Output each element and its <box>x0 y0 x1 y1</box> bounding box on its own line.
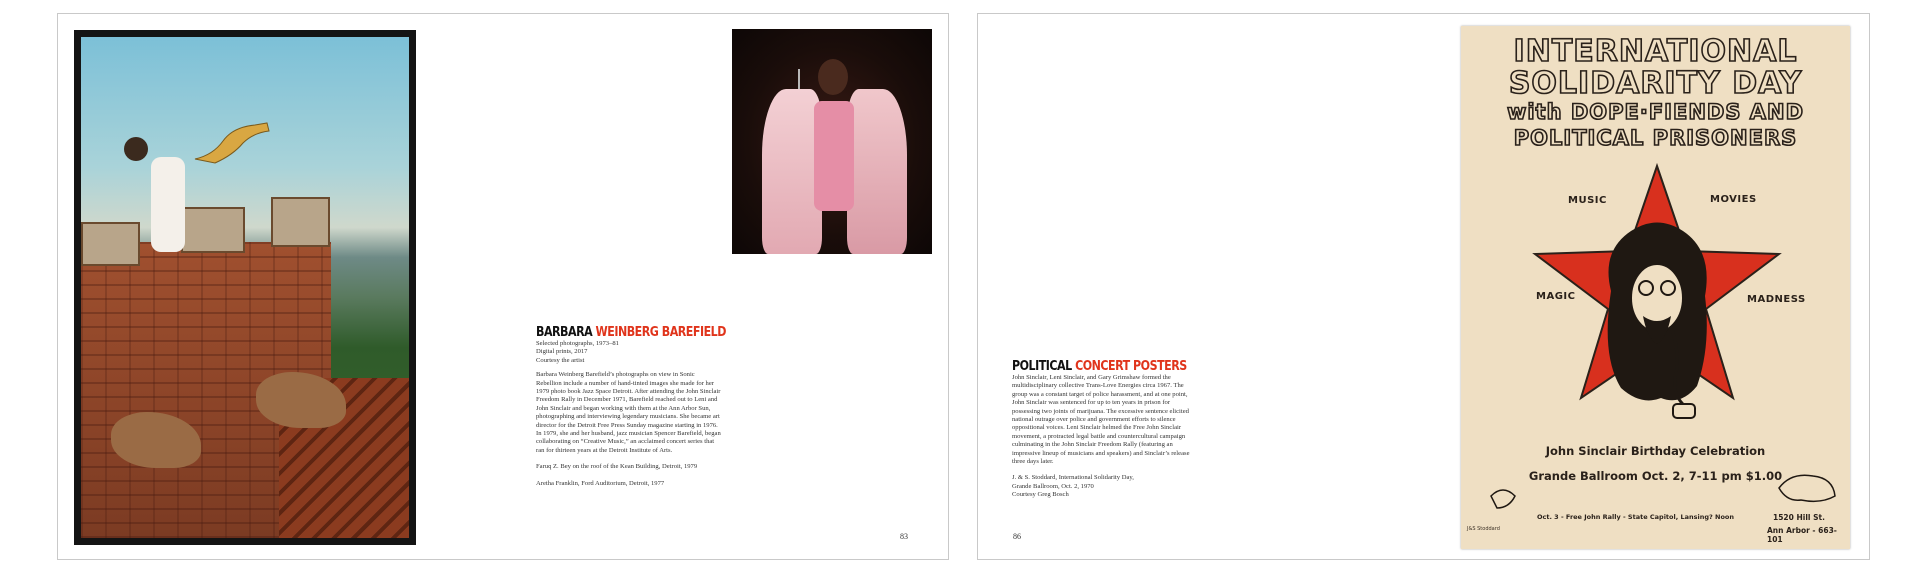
heading-last-name: WEINBERG BAREFIELD <box>595 324 726 340</box>
solidarity-day-poster <box>1461 26 1850 549</box>
heading-part-1: POLITICAL <box>1012 358 1072 374</box>
poster-address: Ann Arbor - 663-101 <box>1767 526 1837 544</box>
photo-caption: Faruq Z. Bey on the roof of the Kean Building, Detroit, 1979 <box>536 463 698 471</box>
poster-word-movies: MOVIES <box>1710 194 1757 205</box>
feather-coat <box>762 89 822 254</box>
poster-rally-details: Oct. 3 - Free John Rally - State Capitol, Lansing? Noon <box>1536 513 1735 521</box>
poster-event-title: John Sinclair Birthday Celebration <box>1545 444 1766 458</box>
small-creature-icon <box>1491 490 1515 508</box>
musician-head <box>124 137 148 161</box>
artist-heading <box>536 324 726 340</box>
meta-line: Digital prints, 2017 <box>536 348 588 356</box>
photo-saxophonist-image <box>81 37 409 538</box>
merlon <box>81 222 140 266</box>
right-page <box>977 13 1870 560</box>
meta-line: Selected photographs, 1973–81 <box>536 340 619 347</box>
left-page <box>57 13 949 560</box>
meta-line: Grande Ballroom, Oct. 2, 1970 <box>1012 482 1094 490</box>
merlon <box>271 197 330 247</box>
pink-bodysuit <box>814 101 854 211</box>
artist-text-block <box>536 324 726 488</box>
singer-head <box>818 59 848 95</box>
page-number: 86 <box>1013 532 1021 541</box>
poster-word-music: MUSIC <box>1568 195 1607 206</box>
musician-body <box>151 157 185 252</box>
artwork-meta <box>536 340 721 365</box>
heading-first-name: BARBARA <box>536 324 593 340</box>
poster-credit-lines <box>1012 474 1197 499</box>
poster-event-details: Grande Ballroom Oct. 2, 7-11 pm $1.00 <box>1528 469 1783 483</box>
photo-caption: Aretha Franklin, Ford Auditorium, Detroit, 1977 <box>536 479 665 487</box>
artist-body-text: Barbara Weinberg Barefield’s photographs on view in Sonic Rebellion include a number of hand-tinted images she made for her 1979 photo book Jazz Space Detroit. After attending the John Sinclair Freedom Rally in December 1971, Barefield reached out to Leni and John Sinclair and began working with them at the Ann Arbor Sun, photographing and interviewing legendary musicians. She became art director for the Detroit Free Press Sunday magazine starting in 1976. In 1979, she and her husband, jazz musician Spencer Barefield, began collaborating on “Creative Music,” an acclaimed concert series that ran for thirteen years at the Detroit Institute of Arts. <box>536 371 721 454</box>
posters-body-text: John Sinclair, Leni Sinclair, and Gary Grimshaw formed the multidisciplinary collective Trans-Love Energies circa 1967. The group was a constant target of police harassment, and at one point, John Sinclair was sentenced for up to ten years in prison for possessing two joints of marijuana. The excessive sentence elicited national outrage over police and government efforts to silence oppositional voices. Leni Sinclair helmed the Free John Sinclair movement, a protracted legal battle and countercultural campaign culminating in the John Sinclair Freedom Rally (featuring an impressive lineup of musicians and speakers) and Sinclair’s release three days later. <box>1012 374 1190 466</box>
posters-heading <box>1012 358 1187 374</box>
feather-coat <box>847 89 907 254</box>
heading-part-2: CONCERT POSTERS <box>1075 358 1187 374</box>
poster-word-magic: MAGIC <box>1536 291 1576 302</box>
saxophone-icon <box>193 119 273 165</box>
photo-aretha-franklin <box>732 29 932 254</box>
poster-subtitle-line: POLITICAL PRISONERS <box>1513 126 1798 150</box>
meta-line: Courtesy the artist <box>536 356 585 364</box>
poster-subtitle-line: with DOPE·FIENDS AND <box>1506 100 1805 124</box>
poster-word-madness: MADNESS <box>1747 294 1806 305</box>
poster-title-line: INTERNATIONAL <box>1513 34 1798 69</box>
meta-line: Courtesy Greg Bosch <box>1012 491 1069 499</box>
meta-line: J. & S. Stoddard, International Solidarity Day, <box>1012 474 1134 482</box>
poster-title-line: SOLIDARITY DAY <box>1508 66 1803 101</box>
posters-text-block <box>1012 359 1197 500</box>
poster-artist-credit: J&S Stoddard <box>1467 526 1500 532</box>
page-number: 83 <box>900 532 908 541</box>
merlon <box>181 207 245 253</box>
photo-faruq-bey-rooftop <box>74 30 416 545</box>
poster-address: 1520 Hill St. <box>1773 513 1825 522</box>
